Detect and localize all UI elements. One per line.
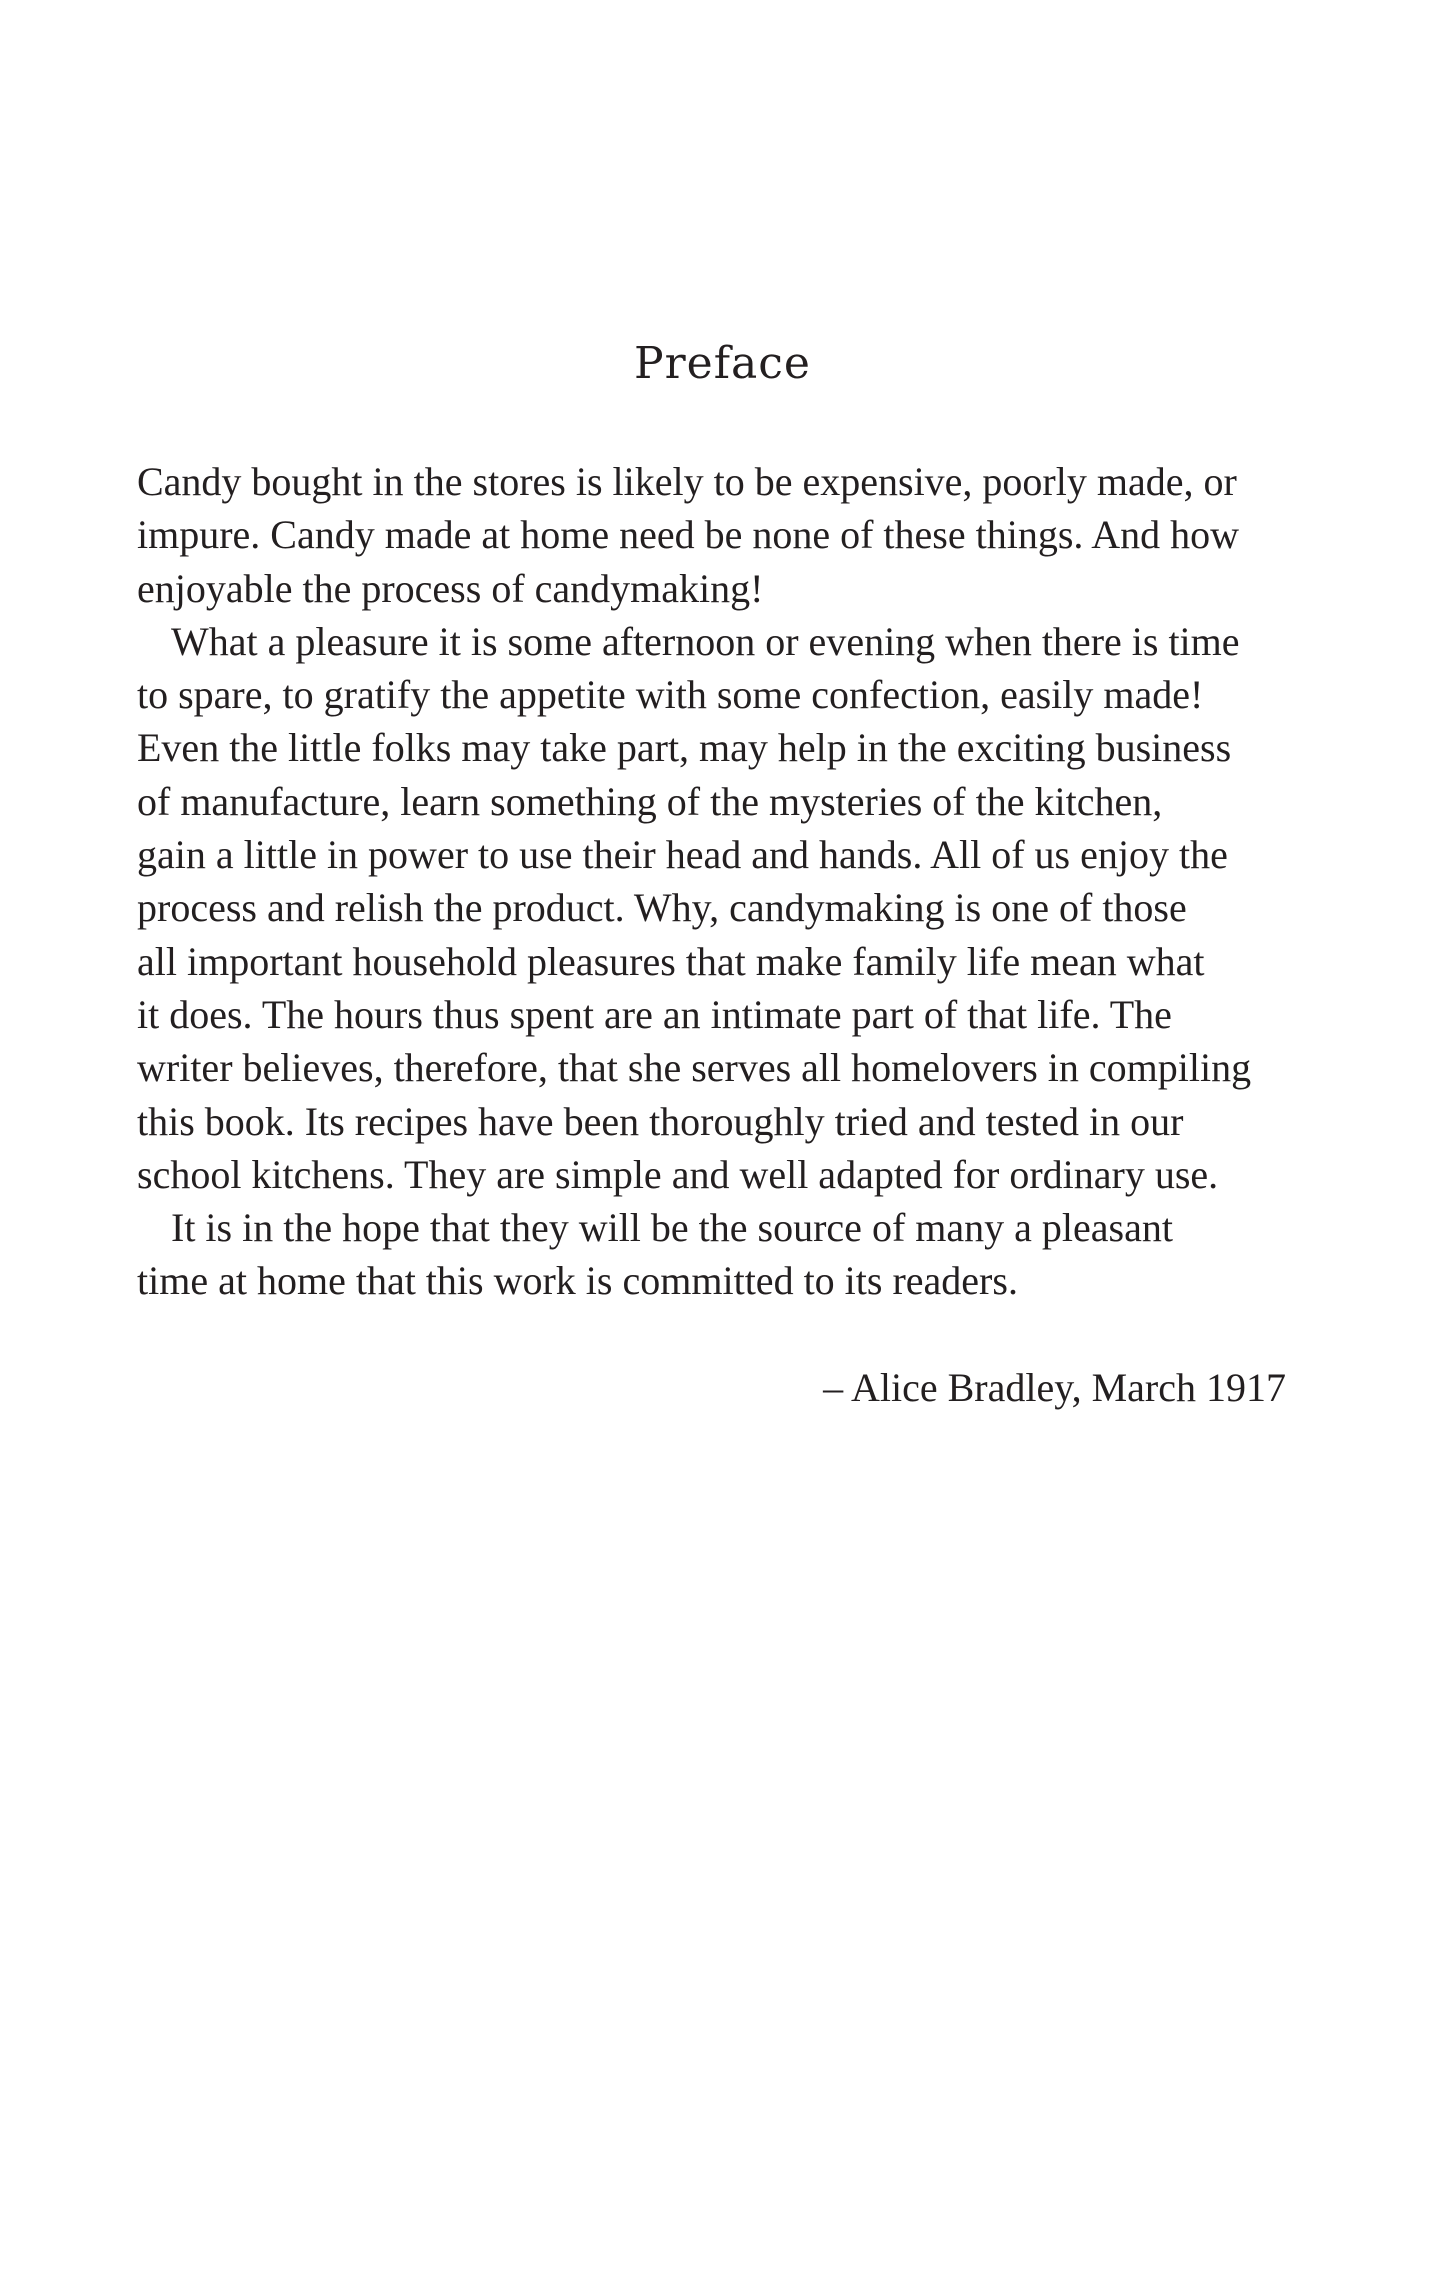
text-line: It is in the hope that they will be the source of many a pleasant <box>171 1205 1173 1251</box>
text-line: gain a little in power to use their head and hands. All of us enjoy the <box>137 832 1228 878</box>
preface-body <box>137 455 1337 1308</box>
page-title: Preface <box>634 338 811 389</box>
text-line: this book. Its recipes have been thoroughly tried and tested in our <box>137 1098 1184 1144</box>
text-line: of manufacture, learn something of the mysteries of the kitchen, <box>137 778 1163 824</box>
text-line: to spare, to gratify the appetite with some confection, easily made! <box>137 672 1204 718</box>
text-line: writer believes, therefore, that she serves all homelovers in compiling <box>137 1045 1252 1091</box>
text-line: What a pleasure it is some afternoon or evening when there is time <box>171 618 1240 664</box>
author-signature: – Alice Bradley, March 1917 <box>823 1365 1286 1410</box>
text-line: process and relish the product. Why, candymaking is one of those <box>137 885 1187 931</box>
text-line: school kitchens. They are simple and well adapted for ordinary use. <box>137 1151 1219 1197</box>
text-line: all important household pleasures that make family life mean what <box>137 938 1205 984</box>
text-line: time at home that this work is committed to its readers. <box>137 1258 1018 1304</box>
text-line: enjoyable the process of candymaking! <box>137 565 764 611</box>
text-line: Even the little folks may take part, may help in the exciting business <box>137 725 1232 771</box>
text-line: Candy bought in the stores is likely to be expensive, poorly made, or <box>137 459 1237 504</box>
text-line: it does. The hours thus spent are an intimate part of that life. The <box>137 991 1172 1037</box>
text-line: impure. Candy made at home need be none of these things. And how <box>137 512 1239 558</box>
